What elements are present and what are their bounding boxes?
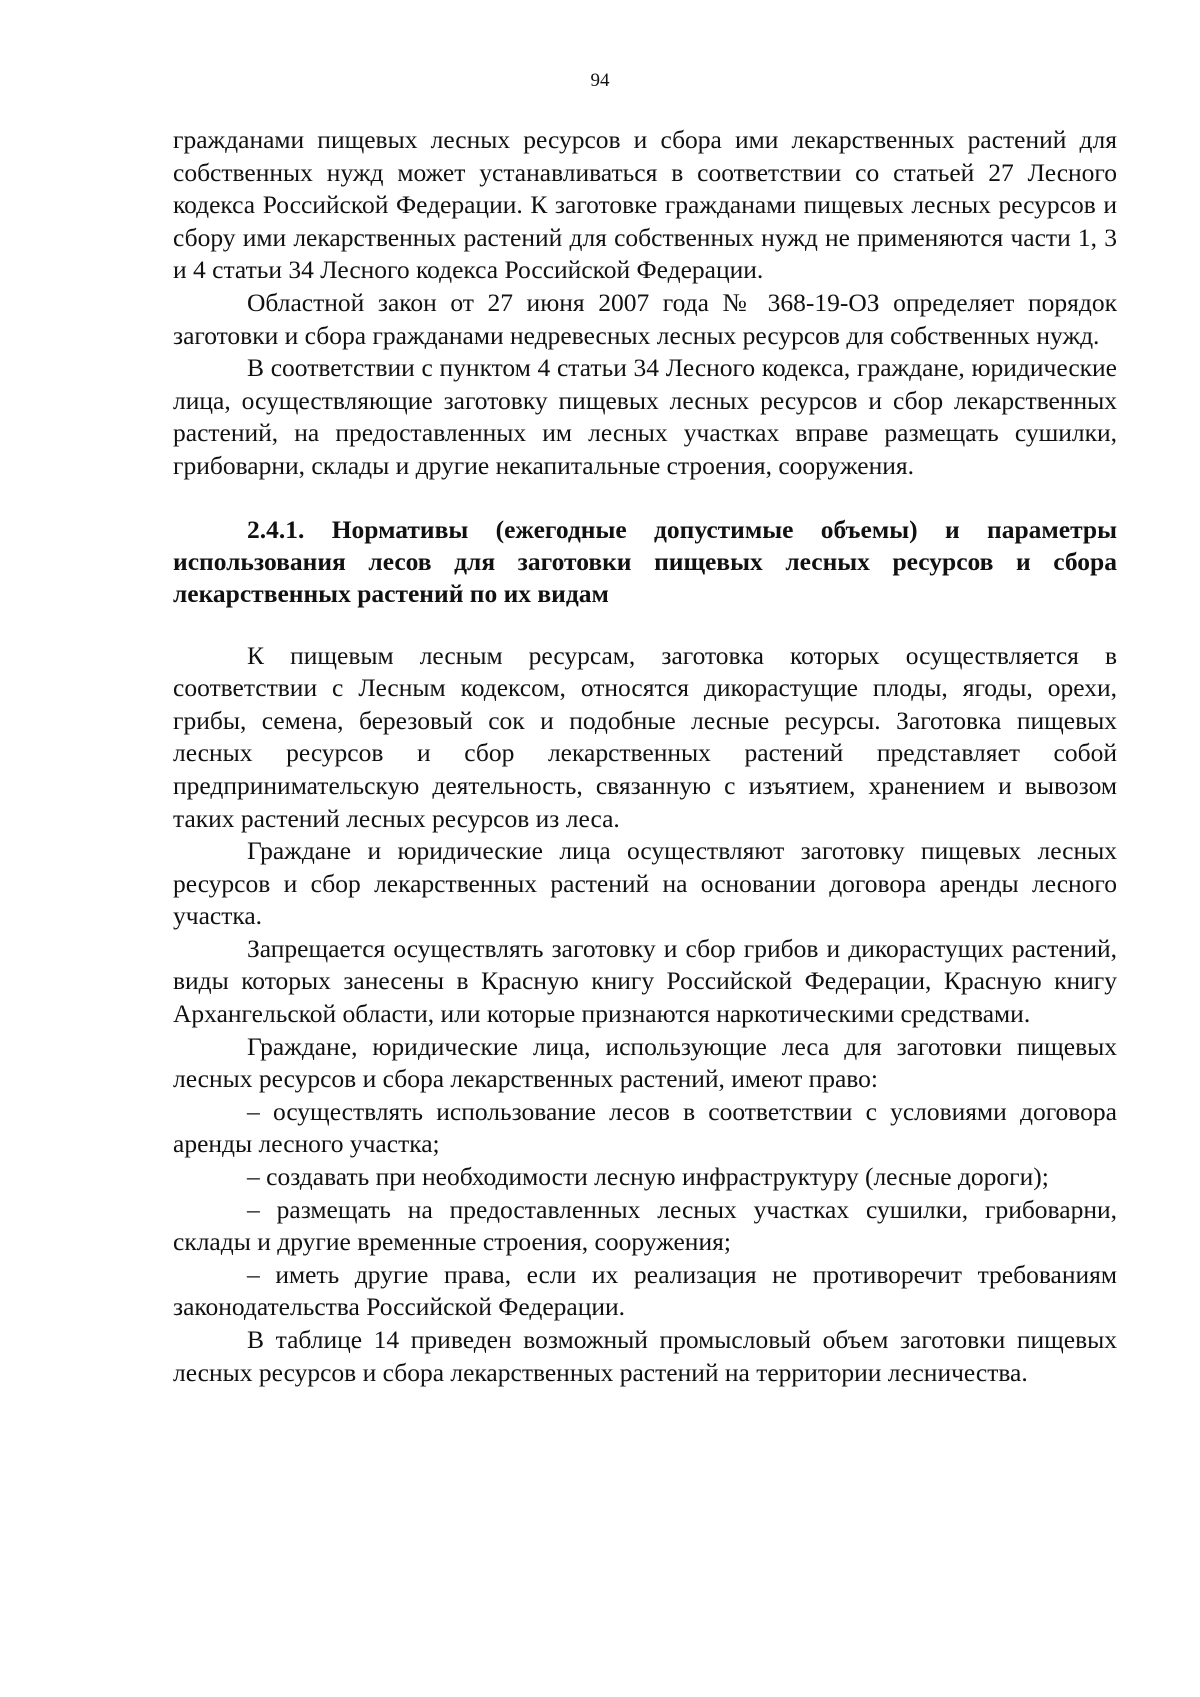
paragraph: В соответствии с пунктом 4 статьи 34 Лесного кодекса, граждане, юридические лица, осуществляющие заготовку пищевых лесных ресурсов и сбор лекарственных растений, на предоставленных им лесных участках вправе размещать сушилки, грибоварни, склады и другие некапитальные строения, сооружения. [173, 353, 1117, 480]
paragraph: В таблице 14 приведен возможный промысловый объем заготовки пищевых лесных ресурсов и сбора лекарственных растений на территории лесничества. [173, 1325, 1117, 1387]
page-number: 94 [590, 70, 610, 91]
paragraph: К пищевым лесным ресурсам, заготовка которых осуществляется в соответствии с Лесным кодексом, относятся дикорастущие плоды, ягоды, орехи, грибы, семена, березовый сок и подобные лесные ресурсы. Заготовка пищевых лесных ресурсов и сбор лекарственных растений представляет собой предпринимательскую деятельность, связанную с изъятием, хранением и вывозом таких растений лесных ресурсов из леса. [173, 640, 1117, 833]
list-item: – создавать при необходимости лесную инфраструктуру (лесные дороги); [247, 1162, 1049, 1192]
paragraph: Граждане и юридические лица осуществляют заготовку пищевых лесных ресурсов и сбор лекарственных растений на основании договора аренды лесного участка. [173, 836, 1117, 931]
paragraph: Граждане, юридические лица, использующие леса для заготовки пищевых лесных ресурсов и сбора лекарственных растений, имеют право: [173, 1031, 1117, 1094]
document-body [173, 124, 1117, 1389]
list-item: – размещать на предоставленных лесных участках сушилки, грибоварни, склады и другие временные строения, сооружения; [173, 1194, 1117, 1257]
list-item: – иметь другие права, если их реализация не противоречит требованиям законодательства Российской Федерации. [173, 1259, 1117, 1322]
section-heading: 2.4.1. Нормативы (ежегодные допустимые объемы) и параметры использования лесов для заготовки пищевых лесных ресурсов и сбора лекарственных растений по их видам [173, 514, 1117, 608]
paragraph: Областной закон от 27 июня 2007 года № 368-19-ОЗ определяет порядок заготовки и сбора гражданами недревесных лесных ресурсов для собственных нужд. [173, 287, 1117, 350]
paragraph: гражданами пищевых лесных ресурсов и сбора ими лекарственных растений для собственных нужд может устанавливаться в соответствии со статьей 27 Лесного кодекса Российской Федерации. К заготовке гражданами пищевых лесных ресурсов и сбору ими лекарственных растений для собственных нужд не применяются части 1, 3 и 4 статьи 34 Лесного кодекса Российской Федерации. [173, 125, 1117, 285]
list-item: – осуществлять использование лесов в соответствии с условиями договора аренды лесного участка; [173, 1096, 1117, 1159]
paragraph: Запрещается осуществлять заготовку и сбор грибов и дикорастущих растений, виды которых занесены в Красную книгу Российской Федерации, Красную книгу Архангельской области, или которые признаются наркотическими средствами. [173, 933, 1117, 1029]
